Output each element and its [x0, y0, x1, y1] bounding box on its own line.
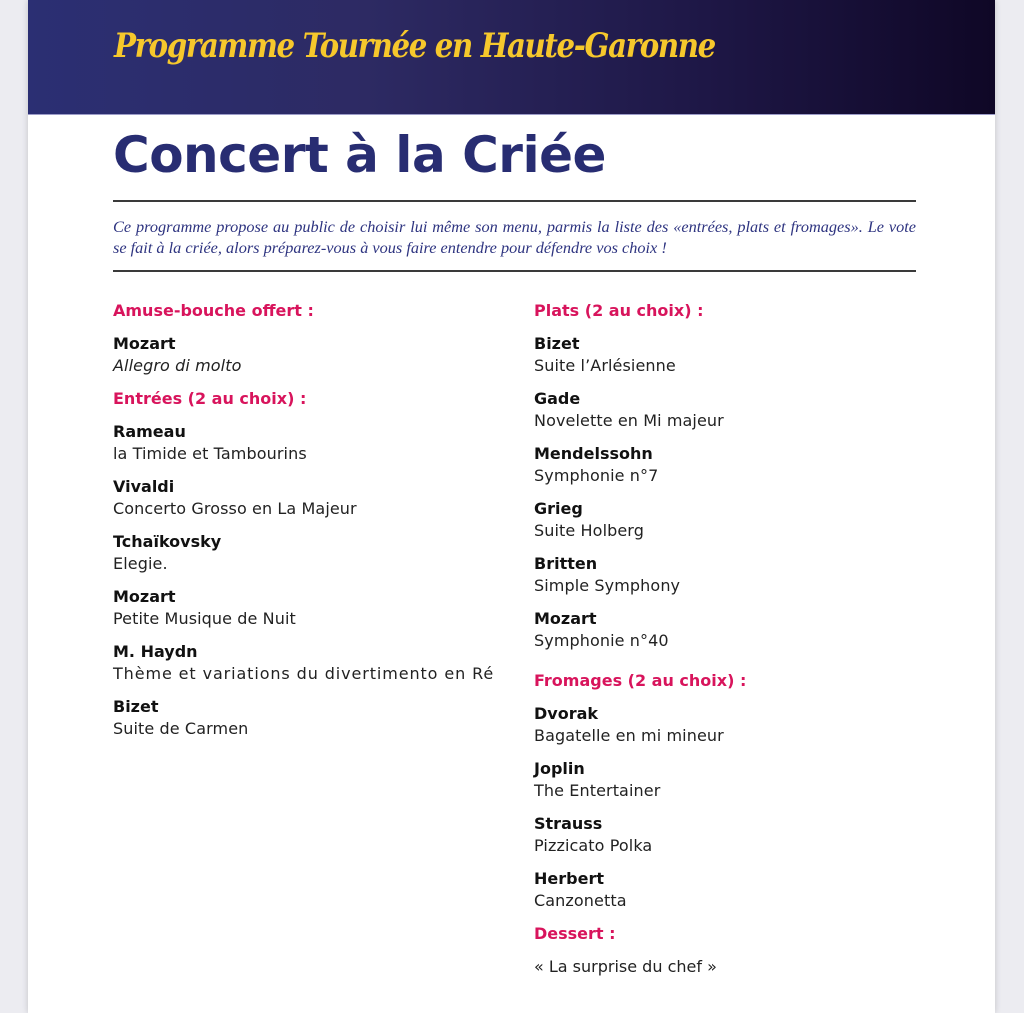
- work-title: Pizzicato Polka: [534, 836, 653, 855]
- list-item: [534, 758, 924, 802]
- work-title: la Timide et Tambourins: [113, 444, 307, 463]
- list-item: [534, 813, 924, 857]
- work-title: Novelette en Mi majeur: [534, 411, 724, 430]
- work-title: Bagatelle en mi mineur: [534, 726, 724, 745]
- composer-name: Bizet: [534, 334, 580, 353]
- list-item: [534, 333, 924, 377]
- list-item: [534, 703, 924, 747]
- work-title: Canzonetta: [534, 891, 627, 910]
- work-title: Concerto Grosso en La Majeur: [113, 499, 357, 518]
- list-item: [534, 443, 924, 487]
- work-title: Petite Musique de Nuit: [113, 609, 296, 628]
- composer-name: Vivaldi: [113, 477, 175, 496]
- right-column: [534, 300, 924, 978]
- composer-name: Strauss: [534, 814, 603, 833]
- list-item: [113, 586, 503, 630]
- left-column: [113, 300, 503, 751]
- composer-name: Rameau: [113, 422, 186, 441]
- list-item: [113, 476, 503, 520]
- work-title: Suite l’Arlésienne: [534, 356, 676, 375]
- page-title: Concert à la Criée: [113, 126, 606, 184]
- composer-name: Mozart: [113, 587, 176, 606]
- work-title: Thème et variations du divertimento en Ré: [113, 664, 495, 683]
- work-title: The Entertainer: [534, 781, 661, 800]
- list-item: [534, 608, 924, 652]
- list-item: [113, 421, 503, 465]
- composer-name: Dvorak: [534, 704, 599, 723]
- work-title: Symphonie n°40: [534, 631, 669, 650]
- section-heading-entrees: Entrées (2 au choix) :: [113, 389, 307, 408]
- section-heading-plats: Plats (2 au choix) :: [534, 301, 704, 320]
- composer-name: Grieg: [534, 499, 583, 518]
- work-title: Symphonie n°7: [534, 466, 659, 485]
- work-title: Allegro di molto: [113, 356, 242, 375]
- composer-name: Britten: [534, 554, 598, 573]
- list-item: [534, 868, 924, 912]
- divider-bottom: [113, 270, 916, 272]
- composer-name: M. Haydn: [113, 642, 198, 661]
- composer-name: Gade: [534, 389, 581, 408]
- list-item: [113, 531, 503, 575]
- section-heading-fromages: Fromages (2 au choix) :: [534, 671, 747, 690]
- composer-name: Mozart: [534, 609, 597, 628]
- list-item: [113, 641, 503, 685]
- header-banner: [28, 0, 995, 115]
- intro-paragraph: Ce programme propose au public de choisir lui même son menu, parmis la liste des «entrées, plats et fromages». Le vote se fait à la criée, alors préparez-vous à vous faire entendre pour défendre vos choix !: [113, 217, 916, 257]
- composer-name: Joplin: [534, 759, 585, 778]
- document-page: [28, 0, 995, 1013]
- composer-name: Herbert: [534, 869, 604, 888]
- work-title: Elegie.: [113, 554, 168, 573]
- section-heading-amuse-bouche: Amuse-bouche offert :: [113, 301, 314, 320]
- work-title: Suite de Carmen: [113, 719, 249, 738]
- list-item: [534, 388, 924, 432]
- work-title: Simple Symphony: [534, 576, 681, 595]
- section-heading-dessert: Dessert :: [534, 924, 616, 943]
- composer-name: Bizet: [113, 697, 159, 716]
- work-title: Suite Holberg: [534, 521, 644, 540]
- dessert-text: « La surprise du chef »: [534, 957, 717, 976]
- divider-top: [113, 200, 916, 202]
- list-item: [113, 333, 503, 377]
- list-item: [534, 498, 924, 542]
- composer-name: Tchaïkovsky: [113, 532, 222, 551]
- list-item: [113, 696, 503, 740]
- composer-name: Mozart: [113, 334, 176, 353]
- banner-title: Programme Tournée en Haute-Garonne: [114, 26, 715, 66]
- list-item: [534, 553, 924, 597]
- composer-name: Mendelssohn: [534, 444, 653, 463]
